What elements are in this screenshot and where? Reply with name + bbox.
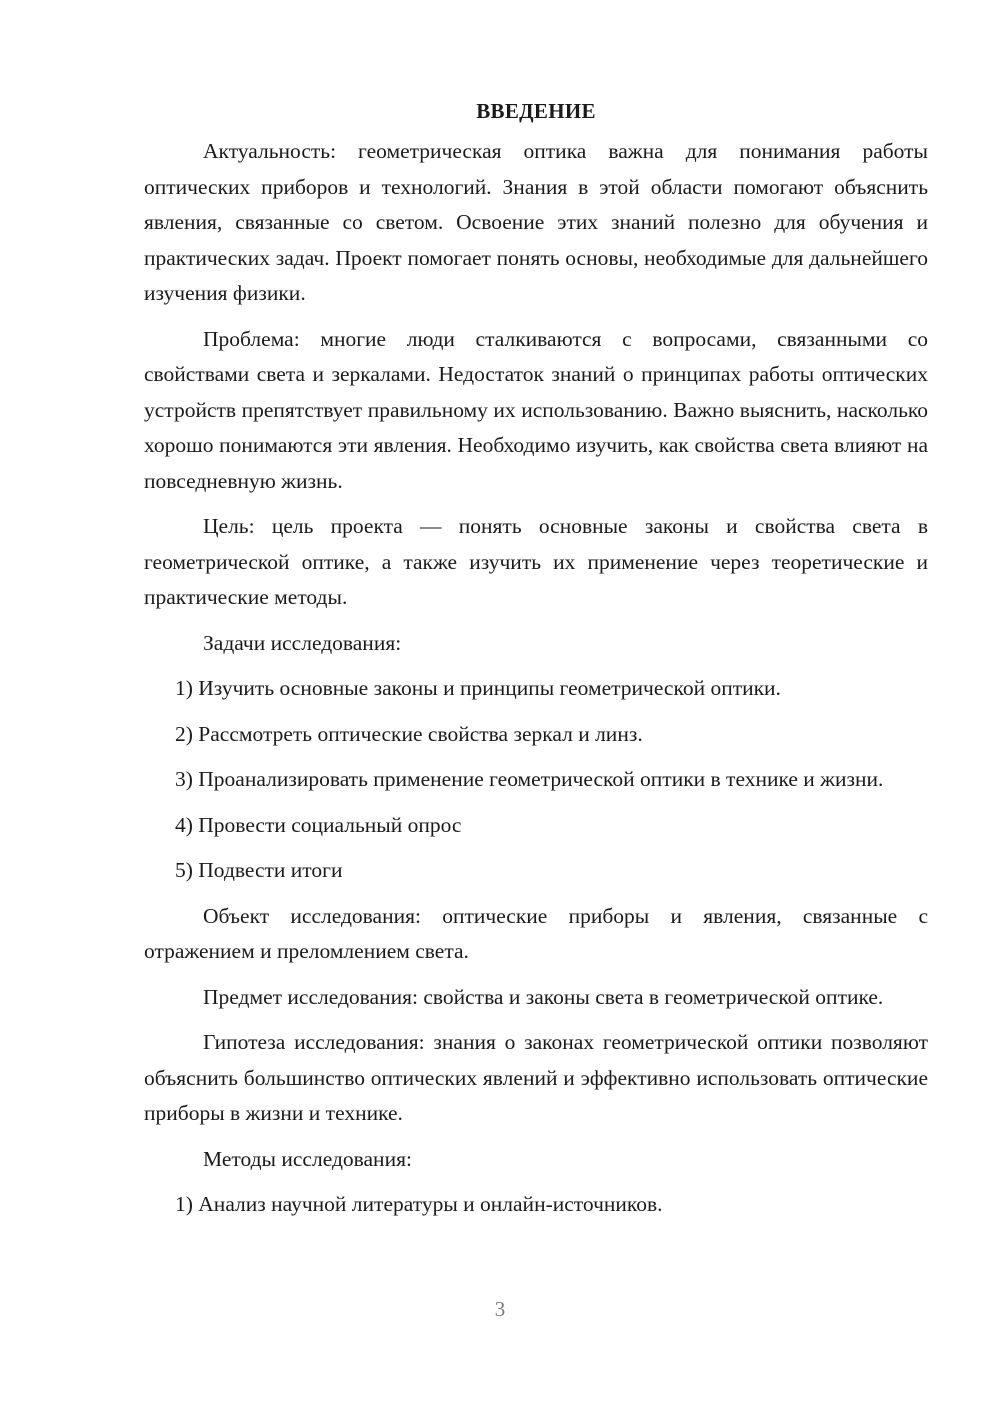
paragraph-tasks-heading: Задачи исследования: bbox=[203, 630, 402, 655]
paragraph-subject: Предмет исследования: свойства и законы света в геометрической оптике. bbox=[203, 984, 884, 1009]
task-item-4: 4) Провести социальный опрос bbox=[175, 812, 462, 837]
paragraph-relevance: Актуальность: геометрическая оптика важна для понимания работы оптических приборов и технологий. Знания в этой области помогают объяснить явления, связанные со светом. Освоение этих знаний полезно для обучения и практических задач. Проект помогает понять основы, необходимые для дальнейшего изучения физики. bbox=[144, 139, 928, 305]
paragraph-object: Объект исследования: оптические приборы и явления, связанные с отражением и преломлением света. bbox=[144, 903, 928, 963]
task-item-2: 2) Рассмотреть оптические свойства зеркал и линз. bbox=[175, 721, 643, 746]
task-item-5: 5) Подвести итоги bbox=[175, 858, 343, 882]
paragraph-goal: Цель: цель проекта — понять основные законы и свойства света в геометрической оптике, а также изучить их применение через теоретические и практические методы. bbox=[144, 514, 928, 609]
method-item-1: 1) Анализ научной литературы и онлайн-источников. bbox=[175, 1192, 663, 1216]
paragraph-problem: Проблема: многие люди сталкиваются с вопросами, связанными со свойствами света и зеркалами. Недостаток знаний о принципах работы оптических устройств препятствует правильному их использованию. Важно выяснить, насколько хорошо понимаются эти явления. Необходимо изучить, как свойства света влияют на повседневную жизнь. bbox=[144, 326, 928, 493]
task-item-1: 1) Изучить основные законы и принципы геометрической оптики. bbox=[175, 676, 781, 700]
document-page bbox=[144, 96, 928, 1233]
paragraph-hypothesis: Гипотеза исследования: знания о законах геометрической оптики позволяют объяснить большинство оптических явлений и эффективно использовать оптические приборы в жизни и технике. bbox=[144, 1030, 928, 1125]
paragraph-methods-heading: Методы исследования: bbox=[203, 1146, 412, 1171]
section-title: ВВЕДЕНИЕ bbox=[476, 99, 596, 123]
task-item-3: 3) Проанализировать применение геометрической оптики в технике и жизни. bbox=[175, 767, 884, 791]
page-number: 3 bbox=[494, 1297, 506, 1321]
